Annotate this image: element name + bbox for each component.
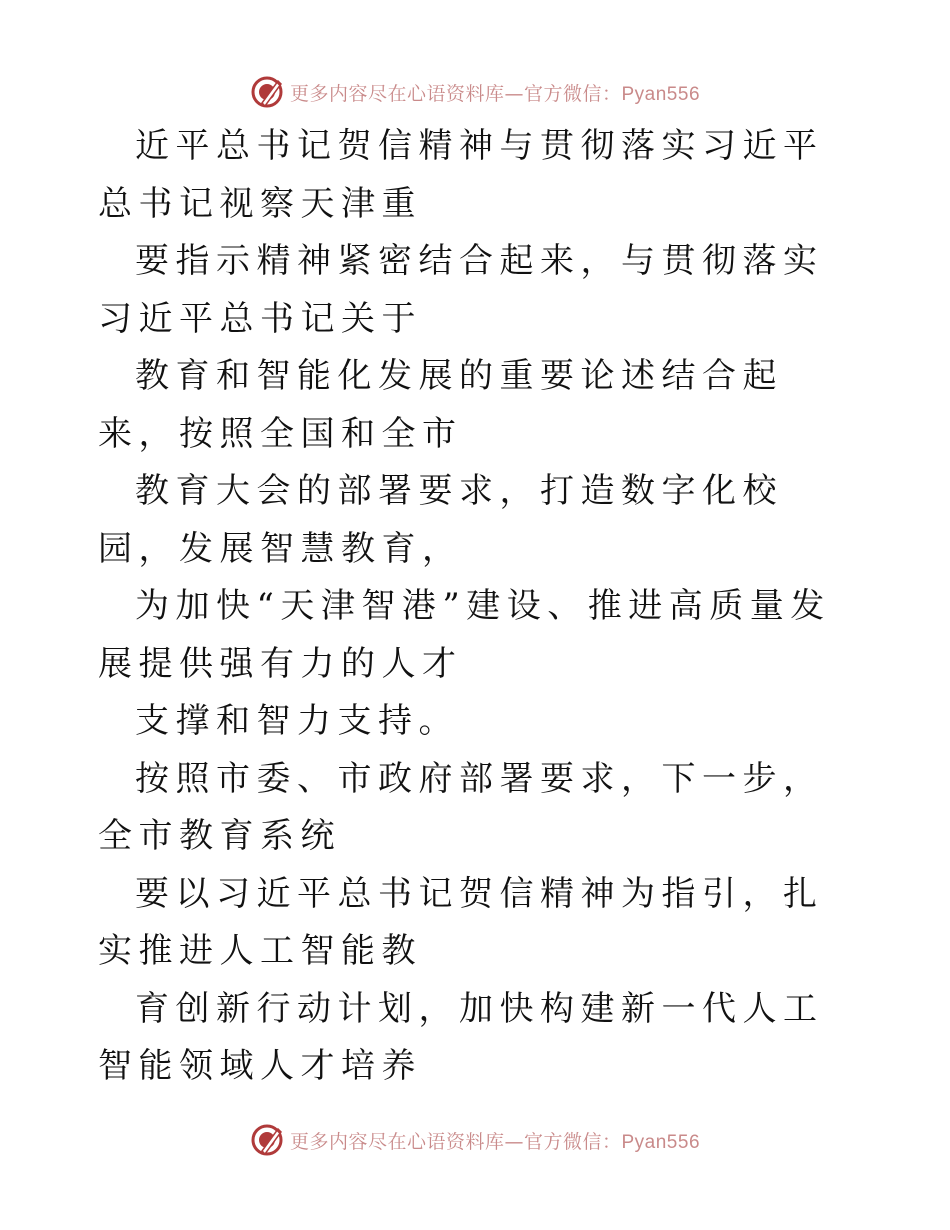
- watermark-label: 官方微信：: [523, 82, 622, 105]
- watermark-separator: —: [504, 1130, 524, 1153]
- pen-logo-icon: [250, 1123, 284, 1157]
- watermark-wechat-id: Pyan556: [621, 83, 701, 105]
- paragraph-8: 要以习近平总书记贺信精神为指引，扎实推进人工智能教: [98, 873, 824, 971]
- watermark-slogan: 更多内容尽在心语资料库: [289, 82, 505, 105]
- watermark-text: [290, 1127, 700, 1154]
- paragraph-5: 为加快“天津智港”建设、推进高质量发展提供强有力的人才: [98, 586, 831, 684]
- header-watermark: [0, 72, 950, 112]
- watermark-label: 官方微信：: [523, 1130, 622, 1153]
- watermark-wechat-id: Pyan556: [621, 1131, 701, 1153]
- watermark-slogan: 更多内容尽在心语资料库: [289, 1130, 505, 1153]
- footer-watermark: [0, 1120, 950, 1160]
- watermark-separator: —: [504, 82, 524, 105]
- document-body: [98, 118, 858, 1096]
- paragraph-4: 教育大会的部署要求，打造数字化校园，发展智慧教育，: [98, 471, 783, 569]
- pen-logo-icon: [250, 75, 284, 109]
- paragraph-1: 近平总书记贺信精神与贯彻落实习近平总书记视察天津重: [98, 126, 824, 224]
- paragraph-9: 育创新行动计划，加快构建新一代人工智能领域人才培养: [98, 988, 824, 1086]
- paragraph-7: 按照市委、市政府部署要求，下一步，全市教育系统: [98, 758, 824, 856]
- paragraph-2: 要指示精神紧密结合起来，与贯彻落实习近平总书记关于: [98, 241, 824, 339]
- paragraph-3: 教育和智能化发展的重要论述结合起来，按照全国和全市: [98, 356, 783, 454]
- paragraph-6: 支撑和智力支持。: [135, 701, 459, 741]
- watermark-text: [290, 79, 700, 106]
